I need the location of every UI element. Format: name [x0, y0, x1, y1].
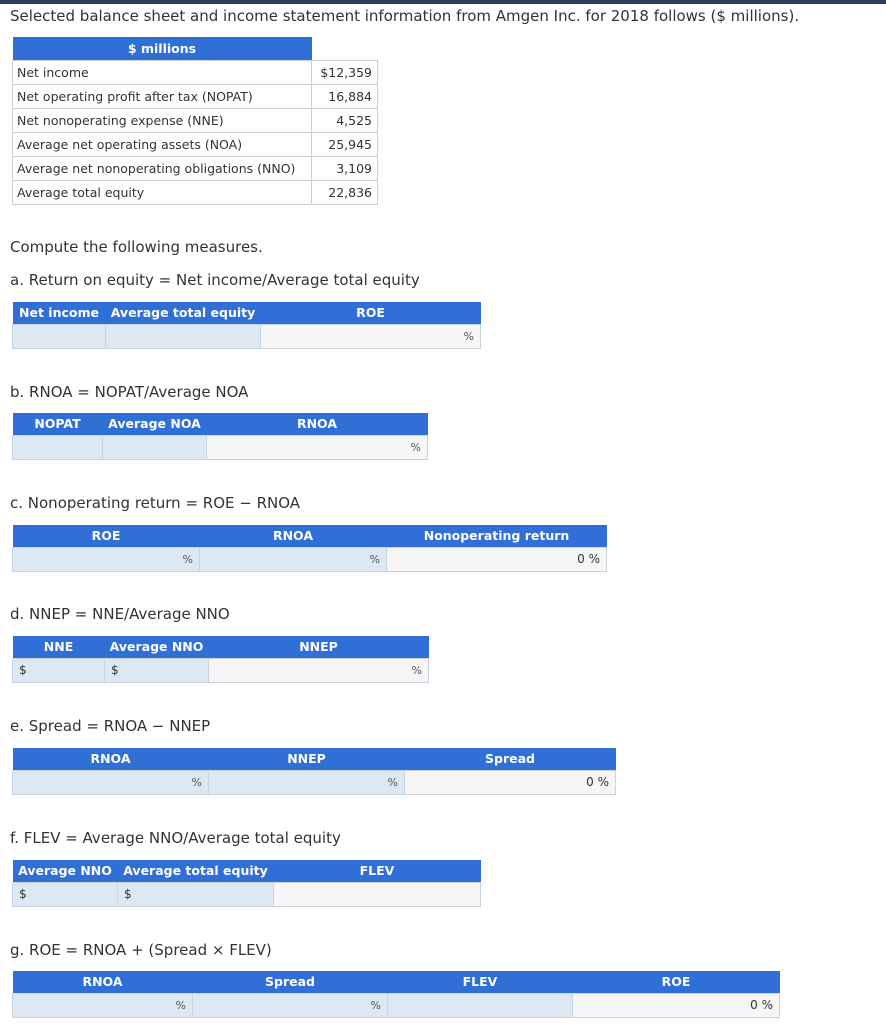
- question-f-table: [12, 860, 481, 907]
- header-nnep: NNEP: [209, 636, 429, 658]
- percent-sign: %: [410, 440, 421, 454]
- average-total-equity-input[interactable]: [118, 882, 274, 906]
- spread-output: [405, 770, 616, 794]
- percent-sign: %: [182, 552, 193, 566]
- percent-sign: %: [175, 998, 186, 1012]
- question-b-table: [12, 413, 428, 460]
- info-label: Net nonoperating expense (NNE): [13, 108, 312, 132]
- percent-sign: %: [463, 329, 474, 343]
- question-e-table: [12, 748, 616, 795]
- flev-input[interactable]: [388, 993, 573, 1017]
- header-nnep: NNEP: [209, 748, 405, 770]
- info-value: 25,945: [312, 132, 378, 156]
- question-e-title: e. Spread = RNOA − NNEP: [10, 717, 211, 735]
- question-g-title: g. ROE = RNOA + (Spread × FLEV): [10, 941, 272, 959]
- question-d-title: d. NNEP = NNE/Average NNO: [10, 605, 230, 623]
- info-value: 4,525: [312, 108, 378, 132]
- header-rnoa: RNOA: [207, 413, 428, 435]
- info-header-millions: $ millions: [13, 37, 312, 60]
- spread-input[interactable]: [193, 993, 388, 1017]
- question-d-table: [12, 636, 429, 683]
- average-noa-input[interactable]: [103, 435, 207, 459]
- nne-input[interactable]: [13, 658, 105, 682]
- info-label: Net income: [13, 60, 312, 84]
- info-label: Average net operating assets (NOA): [13, 132, 312, 156]
- header-roe: ROE: [261, 302, 481, 324]
- net-income-input[interactable]: [13, 324, 106, 348]
- rnoa-input[interactable]: [207, 435, 428, 459]
- table-row: [13, 108, 378, 132]
- header-nonoperating-return: Nonoperating return: [387, 525, 607, 547]
- question-a-table: [12, 302, 481, 349]
- header-flev: FLEV: [274, 860, 481, 882]
- average-nno-input[interactable]: [13, 882, 118, 906]
- average-total-equity-input[interactable]: [106, 324, 261, 348]
- nonoperating-return-output: [387, 547, 607, 571]
- header-net-income: Net income: [13, 302, 106, 324]
- rnoa-input[interactable]: [13, 993, 193, 1017]
- header-nopat: NOPAT: [13, 413, 103, 435]
- table-row: [13, 84, 378, 108]
- header-flev: FLEV: [388, 971, 573, 993]
- header-average-nno: Average NNO: [13, 860, 118, 882]
- nonoperating-return-value: 0: [577, 551, 585, 566]
- question-b-title: b. RNOA = NOPAT/Average NOA: [10, 383, 249, 401]
- roe-output: [573, 993, 780, 1017]
- percent-sign: %: [411, 663, 422, 677]
- percent-sign: %: [597, 774, 609, 789]
- nnep-input[interactable]: [209, 658, 429, 682]
- info-value: $12,359: [312, 60, 378, 84]
- rnoa-input[interactable]: [13, 770, 209, 794]
- roe-input[interactable]: [13, 547, 200, 571]
- info-label: Average net nonoperating obligations (NNO): [13, 156, 312, 180]
- average-nno-input[interactable]: [105, 658, 209, 682]
- question-f-title: f. FLEV = Average NNO/Average total equity: [10, 829, 341, 847]
- roe-value: 0: [750, 997, 758, 1012]
- question-a-title: a. Return on equity = Net income/Average total equity: [10, 271, 420, 289]
- info-label: Net operating profit after tax (NOPAT): [13, 84, 312, 108]
- percent-sign: %: [761, 997, 773, 1012]
- table-row: [13, 132, 378, 156]
- question-c-table: [12, 525, 607, 572]
- roe-input[interactable]: [261, 324, 481, 348]
- info-value: 3,109: [312, 156, 378, 180]
- header-spread: Spread: [193, 971, 388, 993]
- nopat-input[interactable]: [13, 435, 103, 459]
- header-average-nno: Average NNO: [105, 636, 209, 658]
- percent-sign: %: [370, 998, 381, 1012]
- percent-sign: %: [191, 775, 202, 789]
- table-row: [13, 156, 378, 180]
- rnoa-input[interactable]: [200, 547, 387, 571]
- header-average-total-equity: Average total equity: [118, 860, 274, 882]
- header-average-noa: Average NOA: [103, 413, 207, 435]
- dollar-sign: $: [19, 662, 27, 677]
- header-average-total-equity: Average total equity: [106, 302, 261, 324]
- header-rnoa: RNOA: [200, 525, 387, 547]
- table-row: [13, 180, 378, 204]
- info-value: 16,884: [312, 84, 378, 108]
- info-value: 22,836: [312, 180, 378, 204]
- top-bar: [0, 0, 886, 4]
- dollar-sign: $: [111, 662, 119, 677]
- compute-label: Compute the following measures.: [10, 238, 263, 256]
- spread-value: 0: [586, 774, 594, 789]
- header-nne: NNE: [13, 636, 105, 658]
- percent-sign: %: [588, 551, 600, 566]
- header-roe: ROE: [573, 971, 780, 993]
- info-table: [12, 37, 378, 205]
- question-g-table: [12, 971, 780, 1018]
- header-rnoa: RNOA: [13, 971, 193, 993]
- dollar-sign: $: [19, 886, 27, 901]
- intro-text: Selected balance sheet and income statement information from Amgen Inc. for 2018 follows ($ millions).: [10, 7, 800, 25]
- info-label: Average total equity: [13, 180, 312, 204]
- percent-sign: %: [369, 552, 380, 566]
- question-c-title: c. Nonoperating return = ROE − RNOA: [10, 494, 301, 512]
- nnep-input[interactable]: [209, 770, 405, 794]
- header-roe: ROE: [13, 525, 200, 547]
- dollar-sign: $: [124, 886, 132, 901]
- percent-sign: %: [387, 775, 398, 789]
- header-rnoa: RNOA: [13, 748, 209, 770]
- table-row: [13, 60, 378, 84]
- header-spread: Spread: [405, 748, 616, 770]
- flev-input[interactable]: [274, 882, 481, 906]
